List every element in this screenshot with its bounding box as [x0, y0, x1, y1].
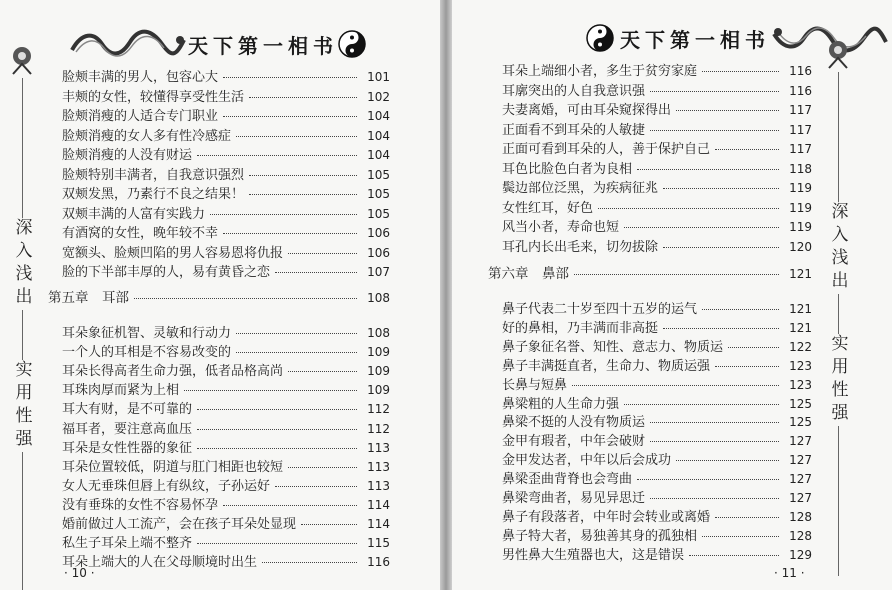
toc-entry-title: 有酒窝的女性，晚年较不幸: [62, 226, 219, 241]
toc-entry-title: 脸颊消瘦的人没有财运: [62, 148, 193, 163]
toc-entry-title: 第五章 耳部: [48, 290, 129, 306]
toc-entry-title: 耳廓突出的人自我意识强: [502, 83, 646, 99]
dot-leader: [197, 155, 357, 156]
toc-entry-page: 109: [367, 345, 390, 360]
toc-entry[interactable]: [62, 222, 390, 242]
toc-entry-page: 109: [367, 383, 390, 398]
toc-entry[interactable]: [502, 177, 812, 197]
dot-leader: [650, 498, 779, 499]
right-page: [452, 0, 892, 590]
dot-leader: [288, 371, 357, 372]
dot-leader: [598, 208, 779, 209]
toc-entry[interactable]: [502, 119, 812, 139]
toc-entry-page: 121: [789, 302, 812, 316]
toc-entry-page: 108: [367, 326, 390, 340]
toc-entry-title: 耳朵长得高者生命力强，低者品格高尚: [62, 364, 284, 380]
toc-entry-title: 耳珠肉厚而紧为上相: [62, 383, 180, 399]
toc-entry[interactable]: [62, 475, 390, 495]
dot-leader: [184, 390, 357, 391]
toc-entry-page: 117: [789, 122, 812, 137]
toc-entry-page: 105: [367, 167, 390, 182]
toc-entry-title: 耳色比脸色白者为良相: [502, 161, 633, 177]
page-number: · 11 ·: [774, 566, 805, 580]
dot-leader: [223, 77, 357, 78]
toc-entry[interactable]: [502, 298, 812, 318]
toc-entry[interactable]: [502, 355, 812, 375]
toc-entry-page: 109: [367, 364, 390, 379]
dot-leader: [702, 309, 779, 310]
toc-entry-page: 116: [789, 64, 812, 78]
toc-entry[interactable]: [62, 398, 390, 418]
toc-entry[interactable]: [502, 80, 812, 100]
toc-entry[interactable]: [502, 487, 812, 507]
toc-entry-title: 男性鼻大生殖器也大，这是错误: [502, 547, 685, 563]
divider: [22, 78, 23, 218]
dot-leader: [663, 328, 779, 329]
dot-leader: [650, 441, 779, 442]
dot-leader: [676, 460, 779, 461]
book-title: 天下第一相书: [188, 33, 338, 58]
toc-entry[interactable]: [62, 418, 390, 438]
dot-leader: [210, 214, 357, 215]
toc-entry-title: 鼻梁歪曲背脊也会弯曲: [502, 472, 633, 488]
toc-entry-title: 耳朵上端大的人在父母顺境时出生: [62, 555, 258, 571]
dot-leader: [715, 149, 779, 150]
toc-entry-page: 127: [789, 491, 812, 505]
dot-leader: [197, 409, 357, 410]
toc-entry-title: 耳孔内长出毛来，切勿拔除: [502, 239, 659, 255]
dot-leader: [650, 91, 779, 92]
dot-leader: [275, 272, 357, 273]
toc-entry[interactable]: [502, 544, 812, 564]
toc-entry-title: 金甲发达者，中年以后会成功: [502, 453, 672, 469]
toc-entry-title: 正面看不到耳朵的人敏捷: [502, 122, 646, 138]
toc-entry-page: 121: [789, 320, 812, 335]
dot-leader: [275, 486, 357, 487]
toc-entry-page: 127: [789, 453, 812, 468]
side-slogan-top: 深入浅出: [11, 218, 32, 310]
toc-entry-page: 112: [367, 421, 390, 436]
toc-entry[interactable]: [62, 183, 390, 203]
toc-entry-title: 第六章 鼻部: [488, 266, 569, 282]
dot-leader: [574, 274, 779, 275]
toc-entry[interactable]: [502, 393, 812, 413]
toc-entry[interactable]: [502, 317, 812, 337]
dot-leader: [702, 536, 779, 537]
toc-entry[interactable]: [502, 216, 812, 236]
toc-entry-page: 128: [789, 509, 812, 524]
divider: [838, 426, 839, 576]
toc-entry-page: 113: [367, 459, 390, 474]
toc-entry-title: 双颊发黑，乃素行不良之结果！: [62, 187, 245, 202]
toc-entry-title: 鼻梁粗的人生命力强: [502, 396, 620, 412]
toc-entry-page: 102: [367, 89, 390, 104]
dot-leader: [663, 188, 779, 189]
toc-entry-page: 123: [789, 377, 812, 392]
toc-entry-page: 127: [789, 472, 812, 487]
toc-entry-title: 没有垂珠的女性不容易怀孕: [62, 497, 219, 513]
toc-entry[interactable]: [502, 60, 812, 80]
dot-leader: [715, 366, 779, 367]
toc-entry-title: 女性红耳，好色: [502, 200, 594, 216]
toc-entry-title: 宽额头、脸颊凹陷的男人容易恩将仇报: [62, 245, 284, 261]
toc-entry-title: 鼻子特大者，易独善其身的孤独相: [502, 528, 698, 544]
toc-entry-title: 脸颊消瘦的女人多有性冷感症: [62, 128, 232, 144]
toc-entry-title: 耳朵位置较低，阴道与肛门相距也较短: [62, 459, 284, 475]
toc-entry[interactable]: [62, 66, 390, 86]
toc-entry[interactable]: [502, 468, 812, 488]
toc-entry[interactable]: [62, 105, 390, 125]
dot-leader: [236, 136, 357, 137]
toc-entry-page: 112: [367, 402, 390, 417]
toc-entry-page: 122: [789, 339, 812, 354]
dot-leader: [715, 517, 779, 518]
toc-entry-page: 125: [789, 396, 812, 411]
page-header: [68, 26, 366, 62]
toc-entry[interactable]: [502, 158, 812, 178]
toc-entry[interactable]: [502, 197, 812, 217]
flower-icon: [7, 44, 37, 78]
toc-entry[interactable]: [62, 360, 390, 380]
side-slogan-bottom: 实用性强: [827, 334, 848, 426]
toc-entry[interactable]: [62, 322, 390, 342]
toc-entry[interactable]: [62, 125, 390, 145]
toc-entry-title: 金甲有瑕者，中年会破财: [502, 434, 646, 450]
dot-leader: [702, 71, 779, 72]
dot-leader: [650, 422, 779, 423]
toc-entry-page: 129: [789, 547, 812, 562]
toc-entry-page: 106: [367, 245, 390, 260]
toc-entry[interactable]: [502, 336, 812, 356]
dot-leader: [223, 505, 357, 506]
toc-entry-page: 123: [789, 358, 812, 373]
divider: [838, 72, 839, 202]
toc-entry-page: 106: [367, 226, 390, 240]
dot-leader: [197, 448, 357, 449]
toc-entry-page: 120: [789, 239, 812, 254]
toc-entry[interactable]: [502, 506, 812, 526]
dot-leader: [728, 347, 779, 348]
toc-entry-page: 104: [367, 128, 390, 143]
toc-entry[interactable]: [62, 532, 390, 552]
toc-entry-title: 鼻梁弯曲者，易见异思迁: [502, 491, 646, 506]
toc-entry-page: 105: [367, 187, 390, 201]
toc-entry[interactable]: [62, 203, 390, 223]
side-decoration: [822, 38, 854, 576]
toc-entry[interactable]: [62, 144, 390, 164]
toc-entry[interactable]: [62, 437, 390, 457]
yin-yang-icon: [586, 24, 614, 52]
dot-leader: [637, 169, 779, 170]
toc-entry[interactable]: [62, 513, 390, 533]
toc-entry-title: 脸颊丰满的男人，包容心大: [62, 70, 219, 85]
side-decoration: [6, 44, 38, 590]
toc-entry[interactable]: [62, 341, 390, 361]
toc-entry-title: 耳朵上端细小者，多生于贫穷家庭: [502, 64, 698, 79]
toc-entry-title: 耳大有财，是不可靠的: [62, 402, 193, 418]
divider: [22, 452, 23, 590]
toc-entry[interactable]: [502, 138, 812, 158]
toc-entry-title: 好的鼻相，乃丰满而非高挺: [502, 320, 659, 336]
toc-entry-title: 耳朵是女性性器的象征: [62, 440, 193, 456]
toc-entry[interactable]: [502, 236, 812, 256]
yin-yang-icon: [338, 30, 366, 58]
toc-entry[interactable]: [62, 456, 390, 476]
divider: [22, 310, 23, 360]
toc-entry[interactable]: [502, 525, 812, 545]
toc-entry-title: 脸颊特别丰满者，自我意识强烈: [62, 167, 245, 183]
dot-leader: [288, 467, 357, 468]
dot-leader: [236, 352, 357, 353]
toc-entry[interactable]: [502, 430, 812, 450]
toc-entry-title: 一个人的耳相是不容易改变的: [62, 345, 232, 361]
toc-entry-title: 脸颊消瘦的人适合专门职业: [62, 109, 219, 124]
dot-leader: [223, 116, 357, 117]
toc-entry-page: 116: [367, 555, 390, 570]
toc-entry-page: 127: [789, 434, 812, 449]
toc-entry-page: 104: [367, 109, 390, 123]
dot-leader: [288, 253, 357, 254]
toc-entry-title: 正面可看到耳朵的人，善于保护自己: [502, 142, 711, 157]
toc-entry[interactable]: [502, 374, 812, 394]
toc-entry[interactable]: [62, 494, 390, 514]
toc-entry-title: 福耳者，要注意高血压: [62, 421, 193, 437]
toc-entry-title: 脸的下半部丰厚的人，易有黄昏之恋: [62, 265, 271, 280]
toc-entry-page: 108: [367, 291, 390, 305]
dot-leader: [197, 543, 357, 544]
dot-leader: [249, 194, 357, 195]
toc-entry-page: 116: [789, 83, 812, 98]
book-title: 天下第一相书: [620, 27, 770, 52]
dot-leader: [301, 524, 357, 525]
left-page: [0, 0, 440, 590]
toc-entry-title: 鼻子有段落者，中年时会转业或离婚: [502, 509, 711, 525]
dot-leader: [223, 233, 357, 234]
toc-entry-title: 鼻子丰满挺直者，生命力、物质运强: [502, 358, 711, 374]
side-slogan-bottom: 实用性强: [11, 360, 32, 452]
dot-leader: [249, 175, 357, 176]
toc-entry-page: 118: [789, 161, 812, 176]
toc-entry-title: 婚前做过人工流产，会在孩子耳朵处显现: [62, 517, 297, 532]
dot-leader: [676, 110, 779, 111]
dot-leader: [236, 333, 357, 334]
toc-entry-title: 女人无垂珠但唇上有纵纹，子孙运好: [62, 478, 271, 494]
toc-entry[interactable]: [62, 551, 390, 571]
toc-entry-page: 113: [367, 440, 390, 455]
dragon-icon: [68, 26, 188, 62]
toc-entry-page: 117: [789, 103, 812, 117]
toc-entry[interactable]: [62, 242, 390, 262]
toc-entry-title: 双颊丰满的人富有实践力: [62, 206, 206, 222]
toc-chapter-heading[interactable]: [488, 262, 812, 282]
dot-leader: [249, 97, 357, 98]
toc-entry-page: 121: [789, 267, 812, 281]
toc-entry[interactable]: [502, 411, 812, 431]
toc-entry-page: 113: [367, 478, 390, 493]
toc-entry[interactable]: [502, 449, 812, 469]
toc-entry-title: 鼻子象征名誉、知性、意志力、物质运: [502, 339, 724, 355]
toc-entry-title: 风当小者，寿命也短: [502, 220, 620, 235]
toc-entry[interactable]: [502, 99, 812, 119]
toc-entry-title: 丰颊的女性，较懂得享受性生活: [62, 89, 245, 105]
dot-leader: [197, 429, 357, 430]
toc-entry-title: 鬓边部位泛黑，为疾病征兆: [502, 181, 659, 196]
dot-leader: [689, 555, 779, 556]
toc-entry[interactable]: [62, 379, 390, 399]
toc-entry-title: 夫妻离婚，可由耳朵窥探得出: [502, 103, 672, 118]
dot-leader: [624, 404, 779, 405]
toc-entry-page: 119: [789, 181, 812, 195]
dot-leader: [572, 385, 779, 386]
dot-leader: [650, 130, 779, 131]
dot-leader: [134, 298, 357, 299]
toc-entry-page: 107: [367, 265, 390, 279]
toc-entry-title: 耳朵象征机智、灵敏和行动力: [62, 326, 232, 341]
toc-entry-page: 104: [367, 148, 390, 162]
toc-entry-title: 私生子耳朵上端不整齐: [62, 536, 193, 552]
toc-chapter-heading[interactable]: [48, 286, 390, 306]
toc-entry-page: 119: [789, 220, 812, 234]
toc-entry-page: 101: [367, 70, 390, 84]
toc-entry-page: 128: [789, 528, 812, 543]
toc-entry[interactable]: [62, 86, 390, 106]
toc-entry-title: 长鼻与短鼻: [502, 377, 568, 393]
dot-leader: [663, 247, 779, 248]
toc-entry-title: 鼻梁不挺的人没有物质运: [502, 415, 646, 431]
toc-entry-page: 105: [367, 206, 390, 221]
toc-entry-page: 114: [367, 497, 390, 512]
dot-leader: [637, 479, 779, 480]
toc-entry-page: 114: [367, 517, 390, 531]
toc-entry-page: 115: [367, 536, 390, 551]
toc-entry-title: 鼻子代表二十岁至四十五岁的运气: [502, 302, 698, 317]
toc-entry-page: 119: [789, 200, 812, 215]
toc-entry-page: 117: [789, 142, 812, 156]
dot-leader: [262, 562, 357, 563]
dot-leader: [624, 227, 779, 228]
toc-entry-page: 125: [789, 415, 812, 430]
divider: [838, 294, 839, 334]
page-number: · 10 ·: [64, 566, 95, 580]
flower-icon: [823, 38, 853, 72]
book-gutter: [440, 0, 452, 590]
toc-entry[interactable]: [62, 261, 390, 281]
side-slogan-top: 深入浅出: [827, 202, 848, 294]
toc-entry[interactable]: [62, 164, 390, 184]
